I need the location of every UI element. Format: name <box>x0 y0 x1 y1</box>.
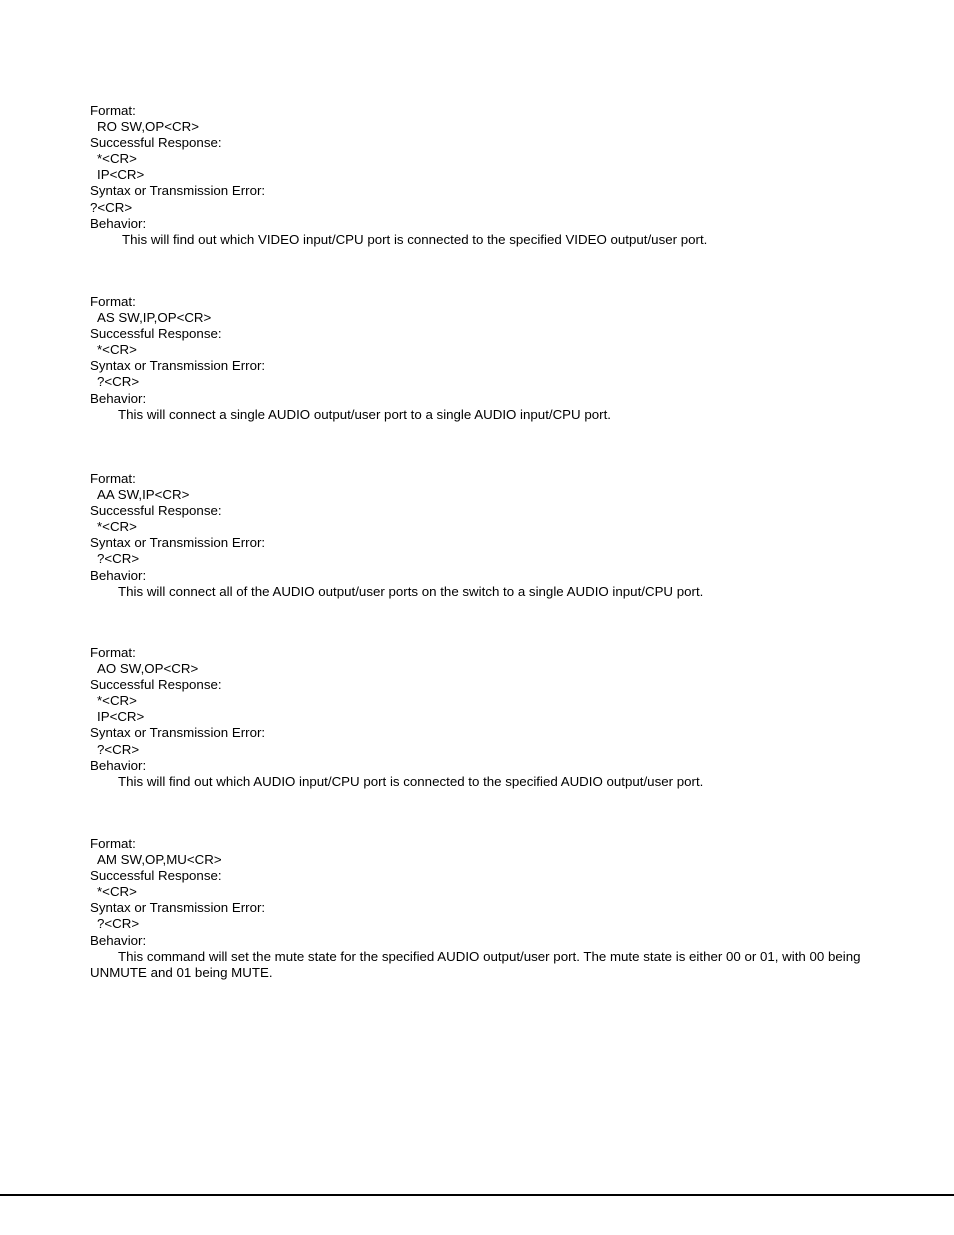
success-value: *<CR> <box>97 342 137 358</box>
success-label: Successful Response: <box>90 135 222 151</box>
behavior-label: Behavior: <box>90 567 147 583</box>
command-block-ao <box>90 645 880 790</box>
success-label: Successful Response: <box>90 503 222 519</box>
success-value: *<CR> <box>97 884 137 900</box>
behavior-text: This will find out which VIDEO input/CPU port is connected to the specified VIDEO output/user port. <box>122 231 708 247</box>
error-value: ?<CR> <box>97 551 140 567</box>
behavior-label: Behavior: <box>90 390 147 406</box>
error-value: ?<CR> <box>97 916 140 932</box>
success-value: IP<CR> <box>97 167 145 183</box>
error-value: ?<CR> <box>97 741 140 757</box>
behavior-label: Behavior: <box>90 757 147 773</box>
behavior-text: This will find out which AUDIO input/CPU port is connected to the specified AUDIO output/user port. <box>118 773 704 789</box>
success-value: IP<CR> <box>97 709 145 725</box>
format-label: Format: <box>90 645 136 660</box>
success-value: *<CR> <box>97 693 137 709</box>
error-label: Syntax or Transmission Error: <box>90 900 266 916</box>
behavior-label: Behavior: <box>90 215 147 231</box>
behavior-text: This will connect a single AUDIO output/user port to a single AUDIO input/CPU port. <box>118 406 611 422</box>
command-block-am <box>90 836 880 981</box>
error-value: ?<CR> <box>97 374 140 390</box>
error-value: ?<CR> <box>90 199 133 215</box>
format-label: Format: <box>90 836 136 851</box>
footer-divider <box>0 1194 954 1196</box>
command-block-aa <box>90 471 880 600</box>
error-label: Syntax or Transmission Error: <box>90 725 266 741</box>
error-label: Syntax or Transmission Error: <box>90 535 266 551</box>
format-value: AM SW,OP,MU<CR> <box>97 852 222 868</box>
success-label: Successful Response: <box>90 868 222 884</box>
format-label: Format: <box>90 471 136 486</box>
format-value: AS SW,IP,OP<CR> <box>97 310 212 326</box>
success-label: Successful Response: <box>90 677 222 693</box>
success-value: *<CR> <box>97 151 137 167</box>
success-value: *<CR> <box>97 519 137 535</box>
behavior-text: This will connect all of the AUDIO output/user ports on the switch to a single AUDIO input/CPU port. <box>118 583 704 599</box>
error-label: Syntax or Transmission Error: <box>90 358 266 374</box>
format-label: Format: <box>90 294 136 309</box>
error-label: Syntax or Transmission Error: <box>90 183 266 199</box>
command-block-as <box>90 294 880 423</box>
behavior-text: This command will set the mute state for the specified AUDIO output/user port. The mute state is either 00 or 01, with 00 being UNMUTE and 01 being MUTE. <box>90 948 861 980</box>
success-label: Successful Response: <box>90 326 222 342</box>
format-value: AO SW,OP<CR> <box>97 661 199 677</box>
format-value: RO SW,OP<CR> <box>97 119 199 135</box>
format-value: AA SW,IP<CR> <box>97 487 190 503</box>
command-block-ro <box>90 103 880 248</box>
format-label: Format: <box>90 103 136 118</box>
behavior-label: Behavior: <box>90 932 147 948</box>
